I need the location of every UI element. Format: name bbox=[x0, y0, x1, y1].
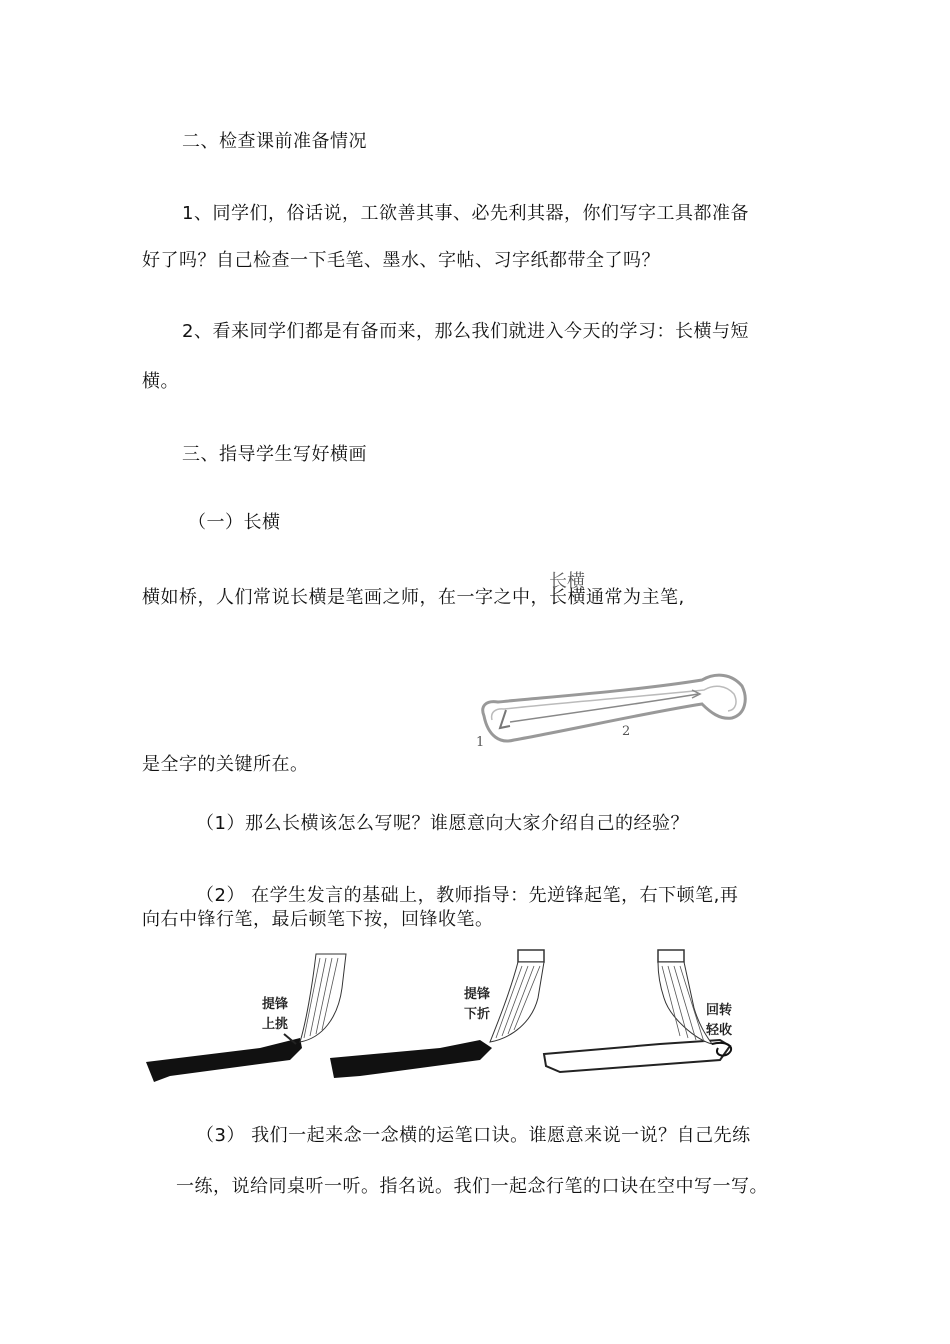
stroke-outline bbox=[483, 675, 745, 741]
brush-2-label-a: 提锋 bbox=[464, 987, 491, 1002]
long-horizontal-text-line-2: 是全字的关键所在。 bbox=[142, 754, 309, 775]
long-horizontal-text-line-1: 横如桥，人们常说长横是笔画之师，在一字之中，长横通常为主笔, bbox=[142, 587, 685, 608]
step-3-line-2: 一练，说给同桌听一听。指名说。我们一起念行笔的口诀在空中写一写。 bbox=[176, 1176, 768, 1197]
step-2-line-1: （2） 在学生发言的基础上，教师指导：先逆锋起笔，右下顿笔,再 bbox=[196, 885, 739, 906]
brush-1-label-a: 提锋 bbox=[262, 997, 289, 1012]
ink-stroke-2 bbox=[330, 1040, 492, 1078]
long-horizontal-stroke-diagram bbox=[470, 668, 755, 753]
brush-3-label-b: 轻收 bbox=[706, 1023, 733, 1038]
paragraph-1-line-1: 1、同学们，俗话说，工欲善其事、必先利其器，你们写字工具都准备 bbox=[182, 203, 749, 224]
paragraph-2-line-1: 2、看来同学们都是有备而来，那么我们就进入今天的学习：长横与短 bbox=[182, 321, 749, 342]
paragraph-2-line-2: 横。 bbox=[142, 371, 179, 392]
figure-1-caption: 长横 bbox=[549, 571, 585, 592]
brush-2 bbox=[490, 962, 544, 1042]
brush-step-1 bbox=[146, 954, 346, 1082]
paragraph-1-line-2: 好了吗？自己检查一下毛笔、墨水、字帖、习字纸都带全了吗？ bbox=[142, 250, 660, 271]
brush-1 bbox=[300, 954, 346, 1042]
section-heading-2: 二、检查课前准备情况 bbox=[182, 131, 367, 152]
brush-2-label-b: 下折 bbox=[464, 1007, 491, 1022]
start-arrow bbox=[500, 710, 510, 728]
brush-3-handle bbox=[658, 950, 684, 962]
brush-step-2 bbox=[330, 950, 544, 1078]
figure-1-label-2: 2 bbox=[622, 724, 631, 739]
step-1: （1）那么长横该怎么写呢？谁愿意向大家介绍自己的经验？ bbox=[196, 813, 689, 834]
brush-2-handle bbox=[518, 950, 544, 962]
outline-stroke-3 bbox=[544, 1040, 730, 1072]
ink-stroke-1 bbox=[146, 1038, 302, 1082]
step-2-line-2: 向右中锋行笔，最后顿笔下按，回锋收笔。 bbox=[142, 909, 494, 930]
brush-3-label-a: 回转 bbox=[706, 1003, 733, 1018]
brush-technique-illustration bbox=[140, 948, 740, 1088]
section-heading-3: 三、指导学生写好横画 bbox=[182, 444, 367, 465]
subsection-heading-long-horizontal: （一）长横 bbox=[188, 512, 281, 533]
step-3-line-1: （3） 我们一起来念一念横的运笔口诀。谁愿意来说一说？自己先练 bbox=[196, 1125, 751, 1146]
brush-step-3 bbox=[544, 950, 733, 1072]
brush-1-label-b: 上挑 bbox=[262, 1017, 289, 1032]
figure-1-label-1: 1 bbox=[476, 735, 485, 750]
